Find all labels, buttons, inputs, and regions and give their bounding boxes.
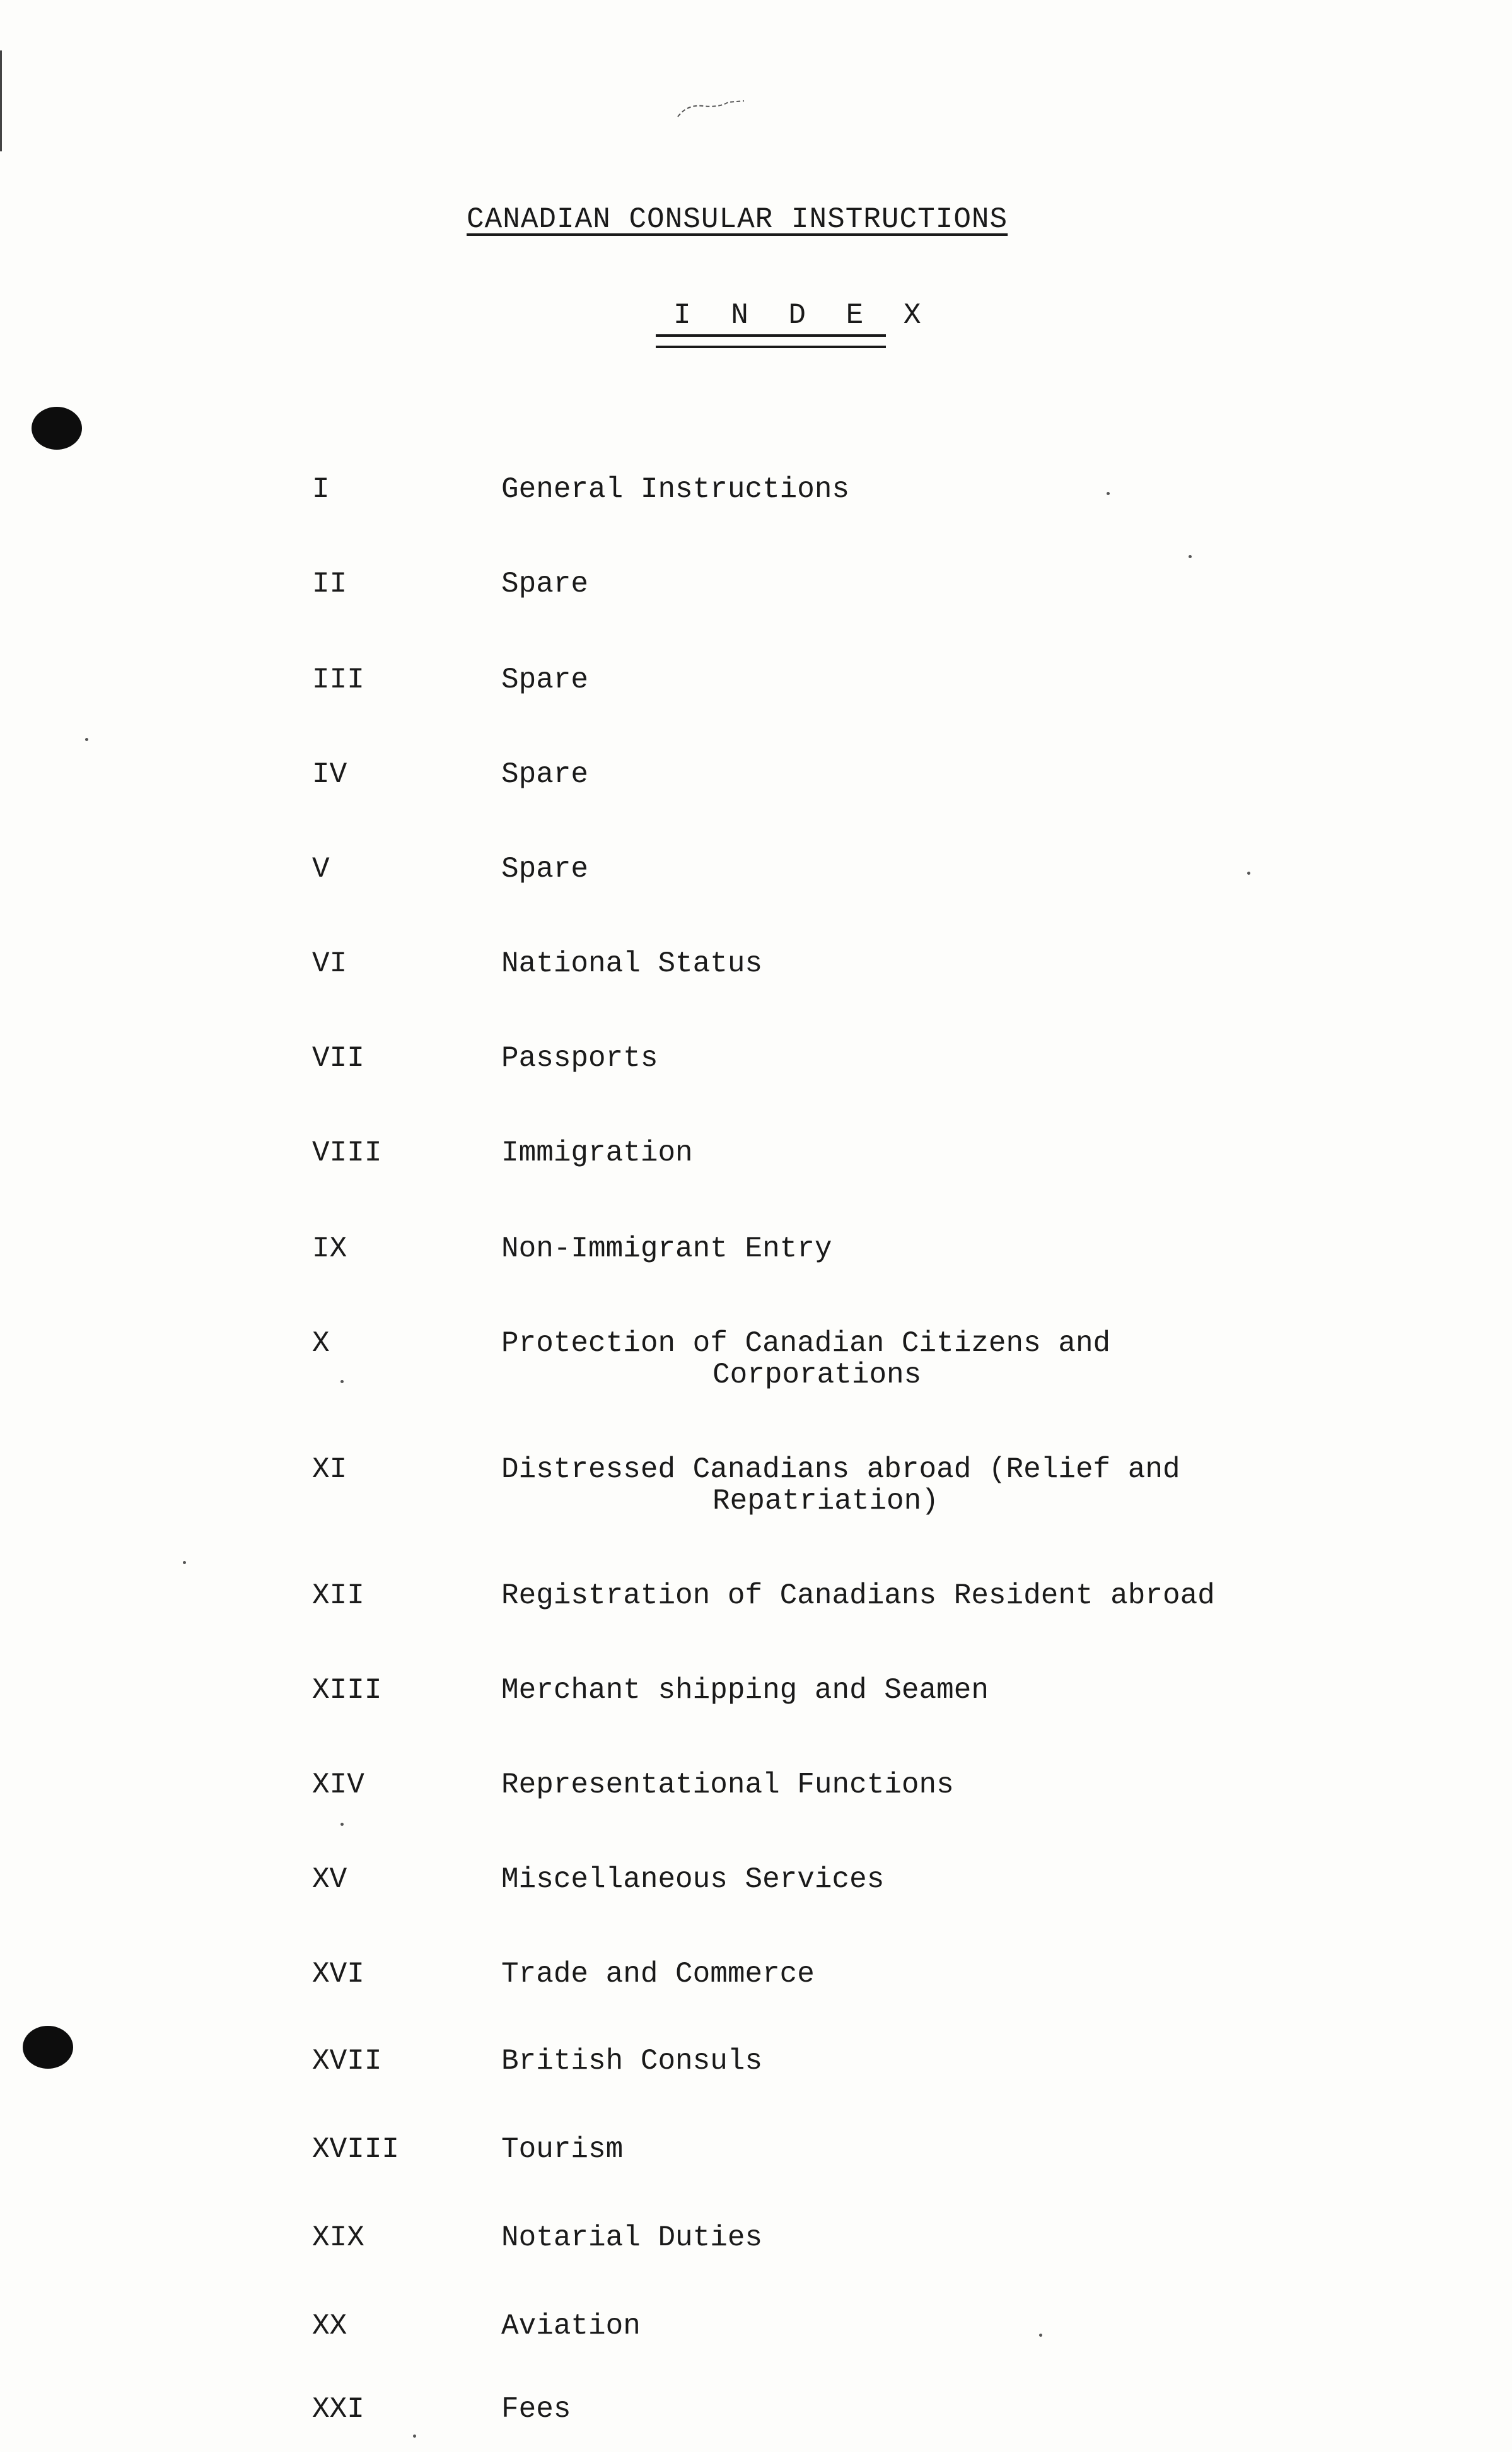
index-entry-21 [0, 2392, 1512, 2461]
index-entry-11 [0, 1452, 1512, 1521]
index-entry-1 [0, 472, 1512, 541]
entry-number: XVII [312, 2045, 382, 2078]
document-title: CANADIAN CONSULAR INSTRUCTIONS [467, 203, 1008, 236]
index-entry-12 [0, 1578, 1512, 1647]
index-entry-6 [0, 946, 1512, 1015]
entry-number: XX [312, 2310, 347, 2342]
index-entry-5 [0, 851, 1512, 921]
entry-title: National Status [501, 947, 763, 980]
entry-number: I [312, 473, 330, 506]
entry-number: II [312, 568, 347, 600]
entry-number: XIV [312, 1768, 364, 1801]
entry-title: Representational Functions [501, 1768, 954, 1801]
entry-title: Immigration [501, 1137, 693, 1169]
index-entry-17 [0, 2043, 1512, 2113]
paper-speck [1189, 555, 1192, 558]
index-underline [656, 334, 886, 337]
entry-number: VII [312, 1042, 364, 1075]
entry-title: General Instructions [501, 473, 850, 506]
paper-speck [1247, 872, 1250, 875]
entry-title: Tourism [501, 2133, 624, 2166]
entry-number: IV [312, 758, 347, 791]
entry-title: Trade and Commerce [501, 1958, 815, 1990]
entry-number: X [312, 1327, 330, 1360]
entry-title: Spare [501, 758, 589, 791]
index-entry-19 [0, 2220, 1512, 2289]
pen-mark [675, 95, 750, 120]
index-entry-7 [0, 1041, 1512, 1110]
entry-title: Aviation [501, 2310, 641, 2342]
index-entry-14 [0, 1767, 1512, 1837]
paper-speck [1107, 492, 1110, 495]
entry-title: Notarial Duties [501, 2221, 763, 2254]
entry-number: XIII [312, 1674, 382, 1707]
index-entry-13 [0, 1673, 1512, 1742]
paper-speck [1039, 2334, 1042, 2337]
entry-number: XII [312, 1579, 364, 1612]
index-entry-8 [0, 1135, 1512, 1205]
entry-number: III [312, 663, 364, 696]
entry-title: Merchant shipping and Seamen [501, 1674, 989, 1707]
entry-number: XVIII [312, 2133, 400, 2166]
paper-speck [183, 1561, 186, 1564]
entry-number: VIII [312, 1137, 382, 1169]
index-entry-4 [0, 757, 1512, 826]
entry-title: Protection of Canadian Citizens and [501, 1327, 1111, 1360]
entry-title: Registration of Canadians Resident abroad [501, 1579, 1215, 1612]
entry-title: Spare [501, 568, 589, 600]
entry-number: V [312, 853, 330, 886]
entry-title: Miscellaneous Services [501, 1863, 885, 1896]
entry-title: Distressed Canadians abroad (Relief and [501, 1453, 1180, 1486]
entry-number: XV [312, 1863, 347, 1896]
entry-number: XIX [312, 2221, 364, 2254]
punch-hole-top [32, 407, 82, 450]
entry-title: Fees [501, 2393, 571, 2426]
entry-number: XVI [312, 1958, 364, 1990]
index-entry-3 [0, 662, 1512, 732]
entry-title-continuation: Repatriation) [712, 1485, 939, 1517]
paper-speck [413, 2435, 416, 2438]
index-entry-10 [0, 1326, 1512, 1395]
index-entry-15 [0, 1862, 1512, 1931]
paper-speck [340, 1380, 344, 1383]
index-entry-20 [0, 2308, 1512, 2378]
index-heading: I N D E X [673, 299, 933, 332]
index-entry-18 [0, 2132, 1512, 2201]
entry-title-continuation: Corporations [712, 1359, 922, 1391]
entry-title: Non-Immigrant Entry [501, 1232, 832, 1265]
index-entry-2 [0, 566, 1512, 636]
entry-title: British Consuls [501, 2045, 763, 2078]
margin-line [0, 50, 2, 151]
paper-speck [340, 1823, 344, 1826]
index-entry-16 [0, 1956, 1512, 2026]
entry-number: XXI [312, 2393, 364, 2426]
entry-title: Spare [501, 853, 589, 886]
entry-title: Spare [501, 663, 589, 696]
paper-speck [85, 738, 88, 741]
entry-number: XI [312, 1453, 347, 1486]
index-double-underline [656, 346, 886, 348]
index-entry-9 [0, 1231, 1512, 1301]
entry-number: IX [312, 1232, 347, 1265]
entry-number: VI [312, 947, 347, 980]
entry-title: Passports [501, 1042, 658, 1075]
